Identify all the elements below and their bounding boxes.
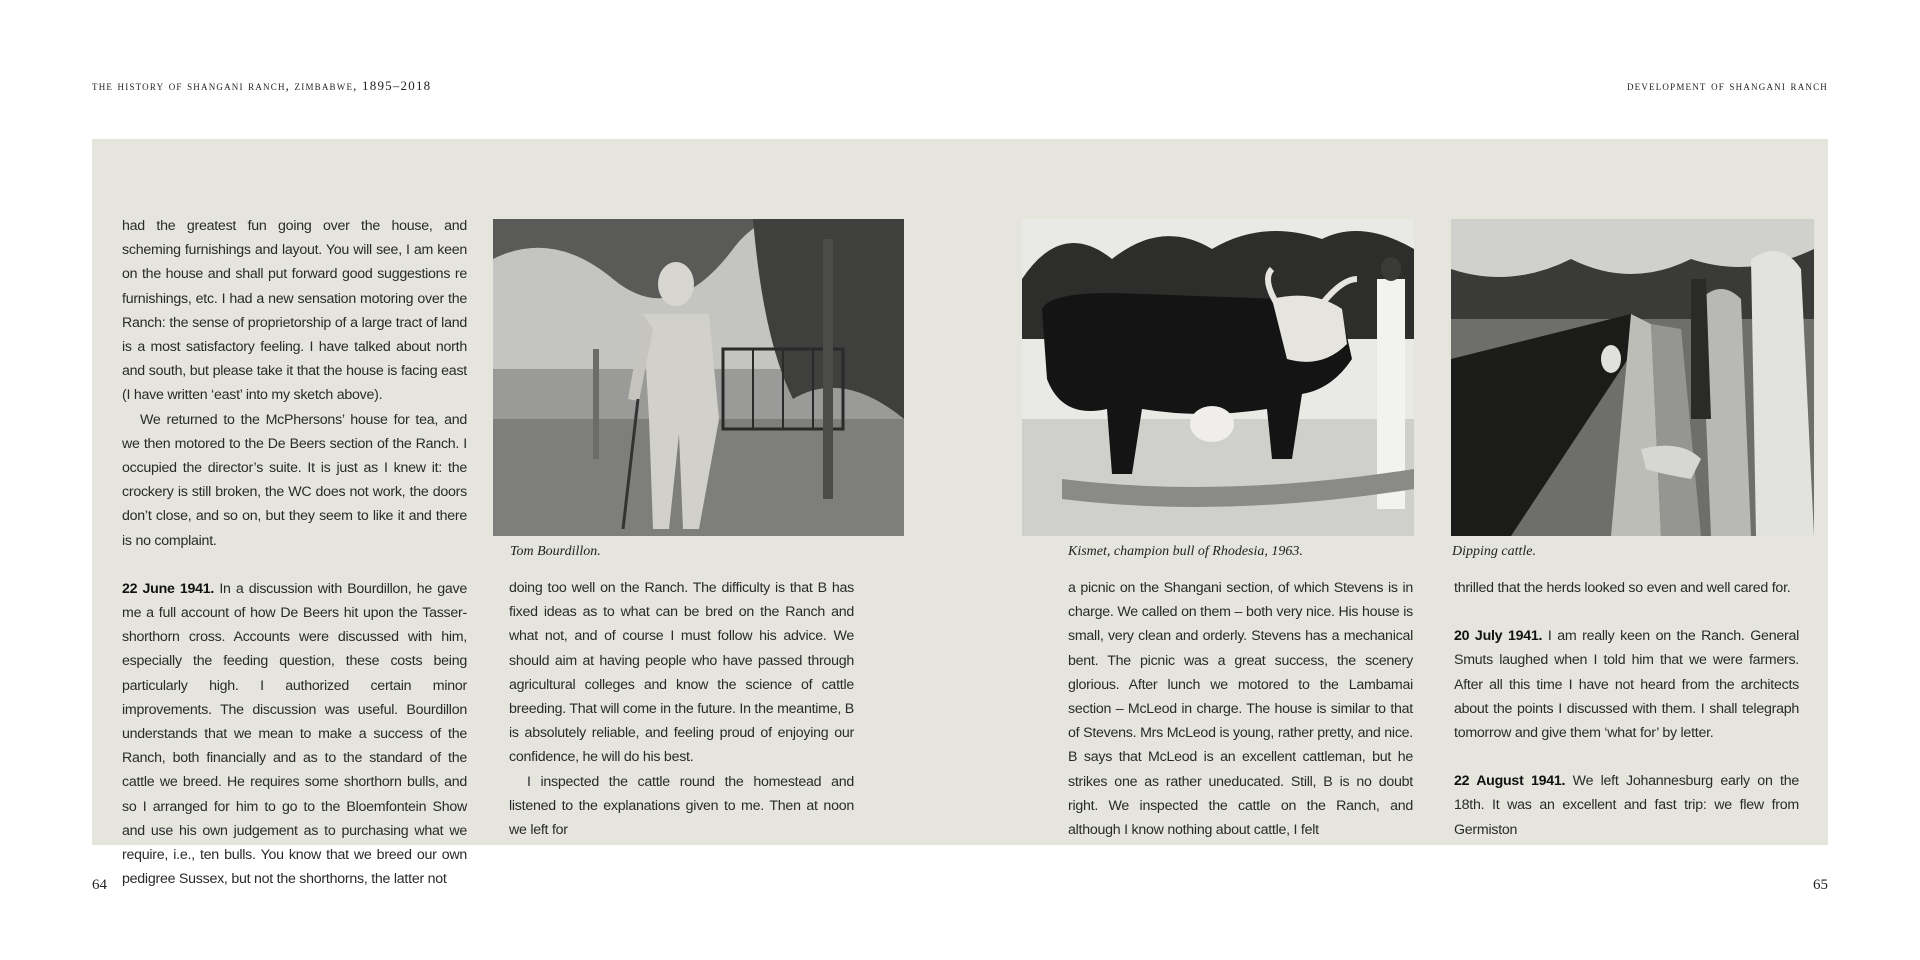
entry-date: 22 August 1941. bbox=[1454, 773, 1566, 790]
entry-text: In a discussion with Bourdillon, he gave me a full account of how De Beers hit upon the Tasser-shorthorn cross. Accounts were discussed with him, especially the feeding question, these costs being particularly high. I authorized certain minor improvements. The discussion was useful. Bourdillon understands that we mean to make a success of the Ranch, both financially and as to the standard of the cattle we breed. He requires some shorthorn bulls, and so I arranged for him to go to the Bloemfontein Show and use his own judgement as to purchasing what we require, i.e., ten bulls. You know that we breed our own pedigree Sussex, but not the shorthorns, the latter not bbox=[122, 580, 467, 888]
photo-man-standing-image bbox=[493, 219, 904, 536]
text-column-1 bbox=[122, 214, 467, 891]
paragraph: I inspected the cattle round the homestead and listened to the explanations given to me. Then at noon we left for bbox=[509, 773, 854, 839]
photo-bull-image bbox=[1022, 219, 1414, 536]
entry-date: 20 July 1941. bbox=[1454, 628, 1543, 645]
running-head-right: development of shangani ranch bbox=[1626, 78, 1828, 93]
photo-dipping-image bbox=[1451, 219, 1814, 536]
running-head-left: the history of shangani ranch, zimbabwe, 1895–2018 bbox=[92, 78, 432, 93]
page-number-left: 64 bbox=[92, 877, 107, 893]
text-column-3 bbox=[1068, 576, 1413, 842]
caption-photo-3: Dipping cattle. bbox=[1452, 544, 1536, 559]
photo-tom-bourdillon bbox=[493, 219, 904, 536]
paragraph: had the greatest fun going over the house, and scheming furnishings and layout. You will see, I am keen on the house and shall put forward good suggestions re furnishings, etc. I had a new sensation motoring over the Ranch: the sense of proprietorship of a large tract of land is a most satisfactory feeling. I have talked about north and south, but please take it that the house is facing east (I have written ‘east’ into my sketch above). bbox=[122, 218, 467, 404]
paragraph bbox=[1454, 769, 1799, 842]
paragraph: thrilled that the herds looked so even and well cared for. bbox=[1454, 580, 1791, 596]
caption-photo-1: Tom Bourdillon. bbox=[510, 544, 601, 559]
entry-text: We left Johannesburg early on the 18th. It was an excellent and fast trip: we flew from Germiston bbox=[1454, 773, 1799, 838]
paragraph bbox=[122, 577, 467, 892]
entry-text: I am really keen on the Ranch. General Smuts laughed when I told him that we were farmers. After all this time I have not heard from the architects about the points I discussed with them. I shall telegraph tomorrow and give them ‘what for’ by letter. bbox=[1454, 628, 1799, 742]
paragraph: We returned to the McPhersons’ house for tea, and we then motored to the De Beers section of the Ranch. I occupied the director’s suite. It is just as I knew it: the crockery is still broken, the WC does not work, the doors don’t close, and so on, but they seem to like it and there is no complaint. bbox=[122, 411, 467, 549]
text-column-2 bbox=[509, 576, 854, 842]
paragraph: a picnic on the Shangani section, of which Stevens is in charge. We called on them – both very nice. His house is small, very clean and orderly. Stevens has a mechanical bent. The picnic was a great success, the scenery glorious. After lunch we motored to the Lambamai section – McLeod in charge. The house is similar to that of Stevens. Mrs McLeod is young, rather pretty, and nice. B says that McLeod is an excellent cattleman, but he strikes one as rather uneducated. Still, B is no doubt right. We inspected the cattle on the Ranch, and although I know nothing about cattle, I felt bbox=[1068, 580, 1413, 839]
page-number-right: 65 bbox=[1813, 877, 1828, 893]
entry-date: 22 June 1941. bbox=[122, 580, 215, 597]
photo-dipping-cattle bbox=[1451, 219, 1814, 536]
text-column-4 bbox=[1454, 576, 1799, 842]
caption-photo-2: Kismet, champion bull of Rhodesia, 1963. bbox=[1068, 544, 1303, 559]
paragraph: doing too well on the Ranch. The difficulty is that B has fixed ideas as to what can be bred on the Ranch and what not, and of course I must follow his advice. We should aim at having people who have passed through agricultural colleges and know the science of cattle breeding. That will come in the future. In the meantime, B is absolutely reliable, and feeling proud of enjoying our confidence, he will do his best. bbox=[509, 580, 854, 766]
paragraph bbox=[1454, 624, 1799, 745]
photo-kismet-bull bbox=[1022, 219, 1414, 536]
